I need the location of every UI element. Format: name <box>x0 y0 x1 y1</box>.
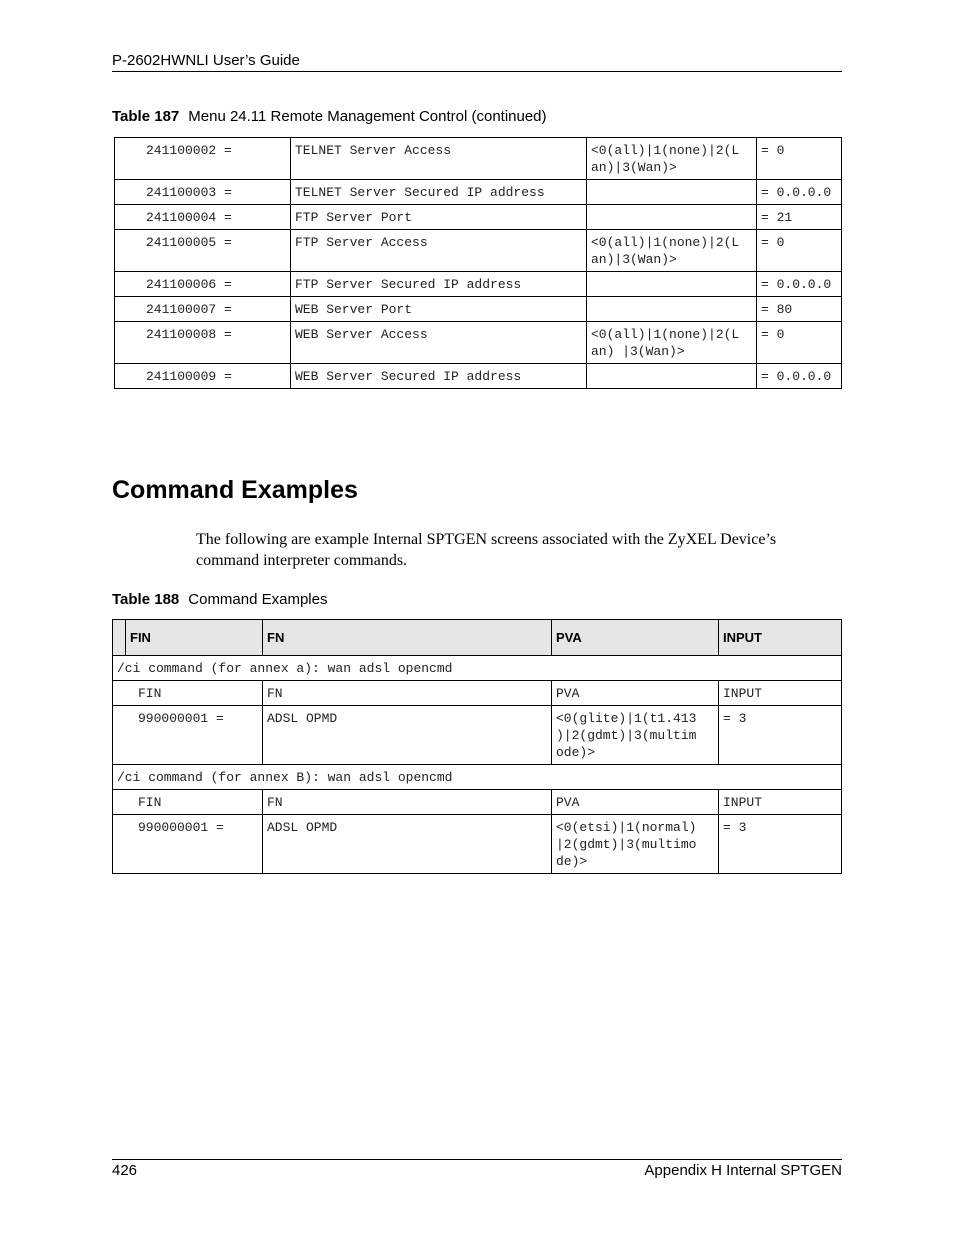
table-cell: <0(all)|1(none)|2(L an) |3(Wan)> <box>587 322 757 364</box>
table-cell: <0(glite)|1(t1.413 )|2(gdmt)|3(multim ode)> <box>552 706 719 765</box>
table-cell: INPUT <box>719 790 842 815</box>
page-number: 426 <box>112 1162 138 1179</box>
table-cell: PVA <box>552 790 719 815</box>
table-row <box>115 297 842 322</box>
table-188-caption <box>112 591 327 608</box>
table-cell: = 0.0.0.0 <box>757 180 842 205</box>
table-cell: 241100002 = <box>115 138 291 180</box>
table-188 <box>112 619 842 874</box>
table-cell: FN <box>263 790 552 815</box>
table-cell: 241100009 = <box>115 364 291 389</box>
table-cell: <0(all)|1(none)|2(L an)|3(Wan)> <box>587 138 757 180</box>
table-row <box>113 656 842 681</box>
table-cell: = 0.0.0.0 <box>757 364 842 389</box>
table-cell: = 0 <box>757 138 842 180</box>
table-cell: 990000001 = <box>113 815 263 874</box>
table-cell: = 0 <box>757 230 842 272</box>
table-cell: ADSL OPMD <box>263 706 552 765</box>
table-row <box>115 180 842 205</box>
header-spacer <box>113 620 126 656</box>
table-188-title: Command Examples <box>188 591 328 608</box>
table-header-row <box>113 620 842 656</box>
table-cell: TELNET Server Secured IP address <box>291 180 587 205</box>
column-header-fn: FN <box>263 620 552 656</box>
table-cell <box>587 297 757 322</box>
header-divider <box>112 71 842 72</box>
table-cell: 241100003 = <box>115 180 291 205</box>
table-cell: FN <box>263 681 552 706</box>
table-row <box>115 364 842 389</box>
table-188-label: Table 188 <box>112 591 180 608</box>
table-cell: 241100005 = <box>115 230 291 272</box>
table-row <box>115 272 842 297</box>
table-row <box>115 230 842 272</box>
table-cell: 241100006 = <box>115 272 291 297</box>
table-row <box>113 765 842 790</box>
table-cell: FIN <box>113 681 263 706</box>
table-cell: 241100007 = <box>115 297 291 322</box>
table-cell: = 3 <box>719 815 842 874</box>
table-cell: <0(etsi)|1(normal) |2(gdmt)|3(multimo de)> <box>552 815 719 874</box>
command-row: /ci command (for annex B): wan adsl opencmd <box>113 765 842 790</box>
section-title: Command Examples <box>112 476 358 504</box>
table-cell: 990000001 = <box>113 706 263 765</box>
table-cell: 241100004 = <box>115 205 291 230</box>
table-row <box>113 681 842 706</box>
table-187-label: Table 187 <box>112 108 180 125</box>
table-cell <box>587 364 757 389</box>
command-row: /ci command (for annex a): wan adsl opencmd <box>113 656 842 681</box>
table-row <box>113 790 842 815</box>
footer-section: Appendix H Internal SPTGEN <box>644 1162 842 1179</box>
table-cell: = 0 <box>757 322 842 364</box>
table-cell: WEB Server Access <box>291 322 587 364</box>
table-cell: FTP Server Port <box>291 205 587 230</box>
table-187 <box>114 137 842 389</box>
table-cell: = 21 <box>757 205 842 230</box>
table-row <box>113 815 842 874</box>
column-header-fin: FIN <box>126 620 263 656</box>
column-header-pva: PVA <box>552 620 719 656</box>
table-187-caption <box>112 108 547 125</box>
table-cell <box>587 180 757 205</box>
column-header-input: INPUT <box>719 620 842 656</box>
section-intro: The following are example Internal SPTGEN screens associated with the ZyXEL Device’s command interpreter commands. <box>196 531 777 569</box>
table-cell: INPUT <box>719 681 842 706</box>
table-187-title: Menu 24.11 Remote Management Control (continued) <box>188 108 547 125</box>
footer-divider <box>112 1159 842 1160</box>
table-row <box>113 706 842 765</box>
table-cell: TELNET Server Access <box>291 138 587 180</box>
table-row <box>115 138 842 180</box>
table-cell <box>587 272 757 297</box>
table-cell: = 80 <box>757 297 842 322</box>
table-cell: WEB Server Port <box>291 297 587 322</box>
table-cell: <0(all)|1(none)|2(L an)|3(Wan)> <box>587 230 757 272</box>
table-cell: = 0.0.0.0 <box>757 272 842 297</box>
table-cell: PVA <box>552 681 719 706</box>
table-cell: ADSL OPMD <box>263 815 552 874</box>
table-cell: 241100008 = <box>115 322 291 364</box>
table-row <box>115 205 842 230</box>
table-cell: FIN <box>113 790 263 815</box>
table-cell <box>587 205 757 230</box>
table-row <box>115 322 842 364</box>
page-header-title: P-2602HWNLI User’s Guide <box>112 52 300 69</box>
table-cell: FTP Server Secured IP address <box>291 272 587 297</box>
table-cell: WEB Server Secured IP address <box>291 364 587 389</box>
table-cell: = 3 <box>719 706 842 765</box>
table-cell: FTP Server Access <box>291 230 587 272</box>
